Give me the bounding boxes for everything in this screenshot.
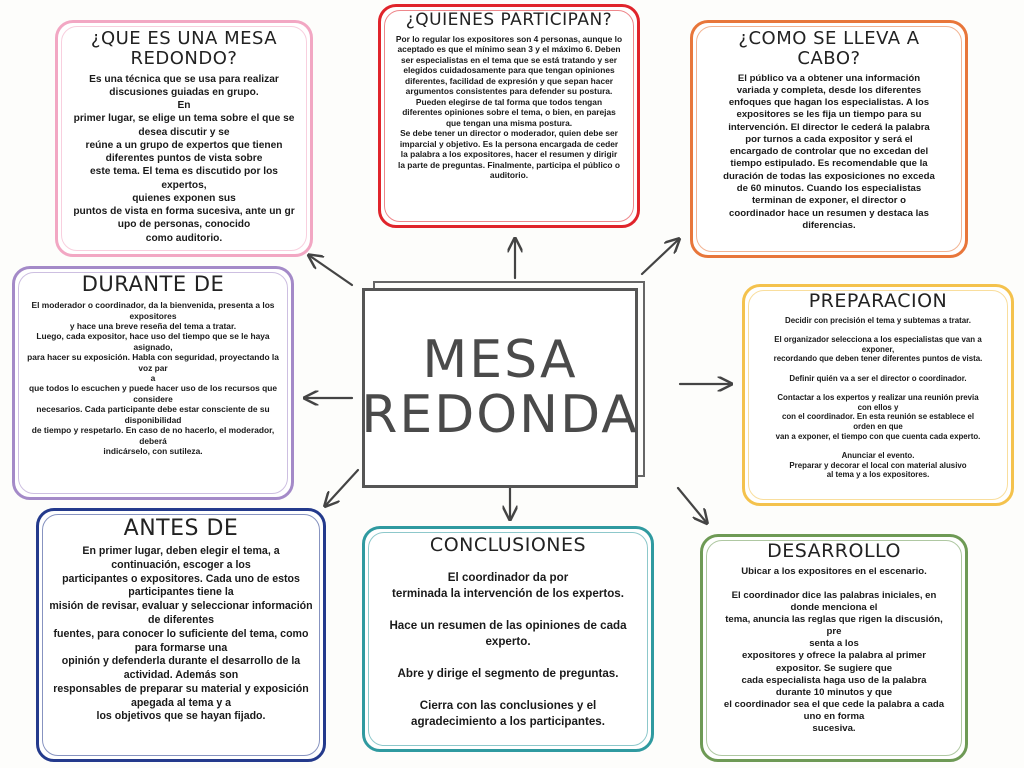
- central-title: MESA REDONDA: [361, 330, 639, 445]
- quienes-box: [378, 4, 640, 228]
- quienes-title: ¿QUIENES PARTICIPAN?: [405, 10, 613, 30]
- preparacion-title: PREPARACION: [808, 290, 948, 312]
- preparacion-box: [742, 284, 1014, 506]
- antes-title: ANTES DE: [123, 516, 239, 541]
- conclusiones-box: [362, 526, 654, 752]
- preparacion-text: Decidir con precisión el tema y subtemas a tratar. El organizador selecciona a los especialistas que van a exponer, recordando que deben tener diferentes puntos de vista. Definir quién va a ser el director o coordinador. Contactar a los expertos y realizar una reunión previa con ellos y con el coordinador. En esta reunión se establece el orden en que van a exponer, el tiempo con que cuenta cada experto. Anunciar el evento. Preparar y decorar el local con material alusivo al tema y a los expositores.: [773, 315, 983, 480]
- desarrollo-text: Ubicar a los expositores en el escenario. El coordinador dice las palabras iniciales, en donde menciona el tema, anuncia las reglas que rigen la discusión, pre senta a los expositores y ofrece la palabra al primer expositor. Se sugiere que cada especialista haga uso de la palabra durante 10 minutos y que el coordinador sea el que cede la palabra a cada uno en forma sucesiva.: [723, 565, 945, 734]
- que-es-title: ¿QUE ES UNA MESA REDONDO?: [90, 28, 278, 69]
- como-title: ¿COMO SE LLEVA A CABO?: [738, 28, 920, 69]
- que-es-text: Es una técnica que se usa para realizar discusiones guiadas en grupo. En primer lugar, se elige un tema sobre el que se desea discutir y se reúne a un grupo de expertos que tienen diferentes puntos de vista sobre este tema. El tema es discutido por los expertos, quienes exponen sus puntos de vista en forma sucesiva, ante un gr upo de personas, conocido como auditorio.: [73, 73, 295, 244]
- arrow-como: [642, 240, 678, 274]
- conclusiones-text: El coordinador da por terminada la intervención de los expertos. Hace un resumen de las opiniones de cada experto. Abre y dirige el segmento de preguntas. Cierra con las conclusiones y el agradecimiento a los participantes.: [389, 570, 627, 728]
- arrow-antes: [326, 470, 358, 505]
- que-es-box: [55, 20, 313, 257]
- desarrollo-box: [700, 534, 968, 762]
- durante-box: [12, 266, 294, 500]
- arrow-desarrollo: [678, 488, 706, 522]
- antes-box: [36, 508, 326, 762]
- durante-title: DURANTE DE: [81, 272, 225, 296]
- antes-text: En primer lugar, deben elegir el tema, a continuación, escoger a los participantes o expositores. Cada uno de estos participantes tiene la misión de revisar, evaluar y seleccionar información de diferentes fuentes, para conocer lo suficiente del tema, como para formarse una opinión y defenderla durante el desarrollo de la actividad. Además son responsables de preparar su material y exposición apegada al tema y a los objetivos que se hayan fijado.: [49, 545, 313, 723]
- quienes-text: Por lo regular los expositores son 4 personas, aunque lo aceptado es que el mínimo sean 3 y el máximo 6. Deben ser especialistas en el tema que se está tratando y ser elegidos cuidadosamente para que tengan opiniones diferentes, facilidad de expresión y que sepan hacer argumentos consistentes para defender su postura. Pueden elegirse de tal forma que todos tengan diferentes opiniones sobre el tema, o bien, en parejas que tengan una misma postura. Se debe tener un director o moderador, quien debe ser imparcial y objetivo. Es la persona encargada de ceder la palabra a los expositores, hacer el resumen y dirigir la parte de preguntas. Finalmente, participa el público o auditorio.: [395, 33, 623, 181]
- como-text: El público va a obtener una información variada y completa, desde los diferentes enfoques que hagan los especialistas. A los expositores se les fija un tiempo para su intervención. El director le cederá la palabra por turnos a cada expositor y será el encargado de controlar que no excedan del tiempo estipulado. Es recomendable que la duración de todas las exposiciones no exceda de 60 minutos. Cuando los especialistas terminan de exponer, el director o coordinador hace un resumen y destaca las diferencias.: [723, 72, 935, 231]
- arrow-que-es: [310, 256, 352, 285]
- durante-text: El moderador o coordinador, da la bienvenida, presenta a los expositores y hace una breve reseña del tema a tratar. Luego, cada expositor, hace uso del tiempo que se le haya asignado, para hacer su exposición. Habla con seguridad, proyectando la voz par a que todos lo escuchen y puede hacer uso de los recursos que considere necesarios. Cada participante debe estar consciente de su disponibilidad de tiempo y respetarlo. En caso de no hacerlo, el moderador, deberá indicárselo, con sutileza.: [27, 300, 279, 456]
- desarrollo-title: DESARROLLO: [767, 540, 901, 562]
- como-box: [690, 20, 968, 258]
- conclusiones-title: CONCLUSIONES: [429, 534, 587, 556]
- central-topic: [362, 288, 638, 488]
